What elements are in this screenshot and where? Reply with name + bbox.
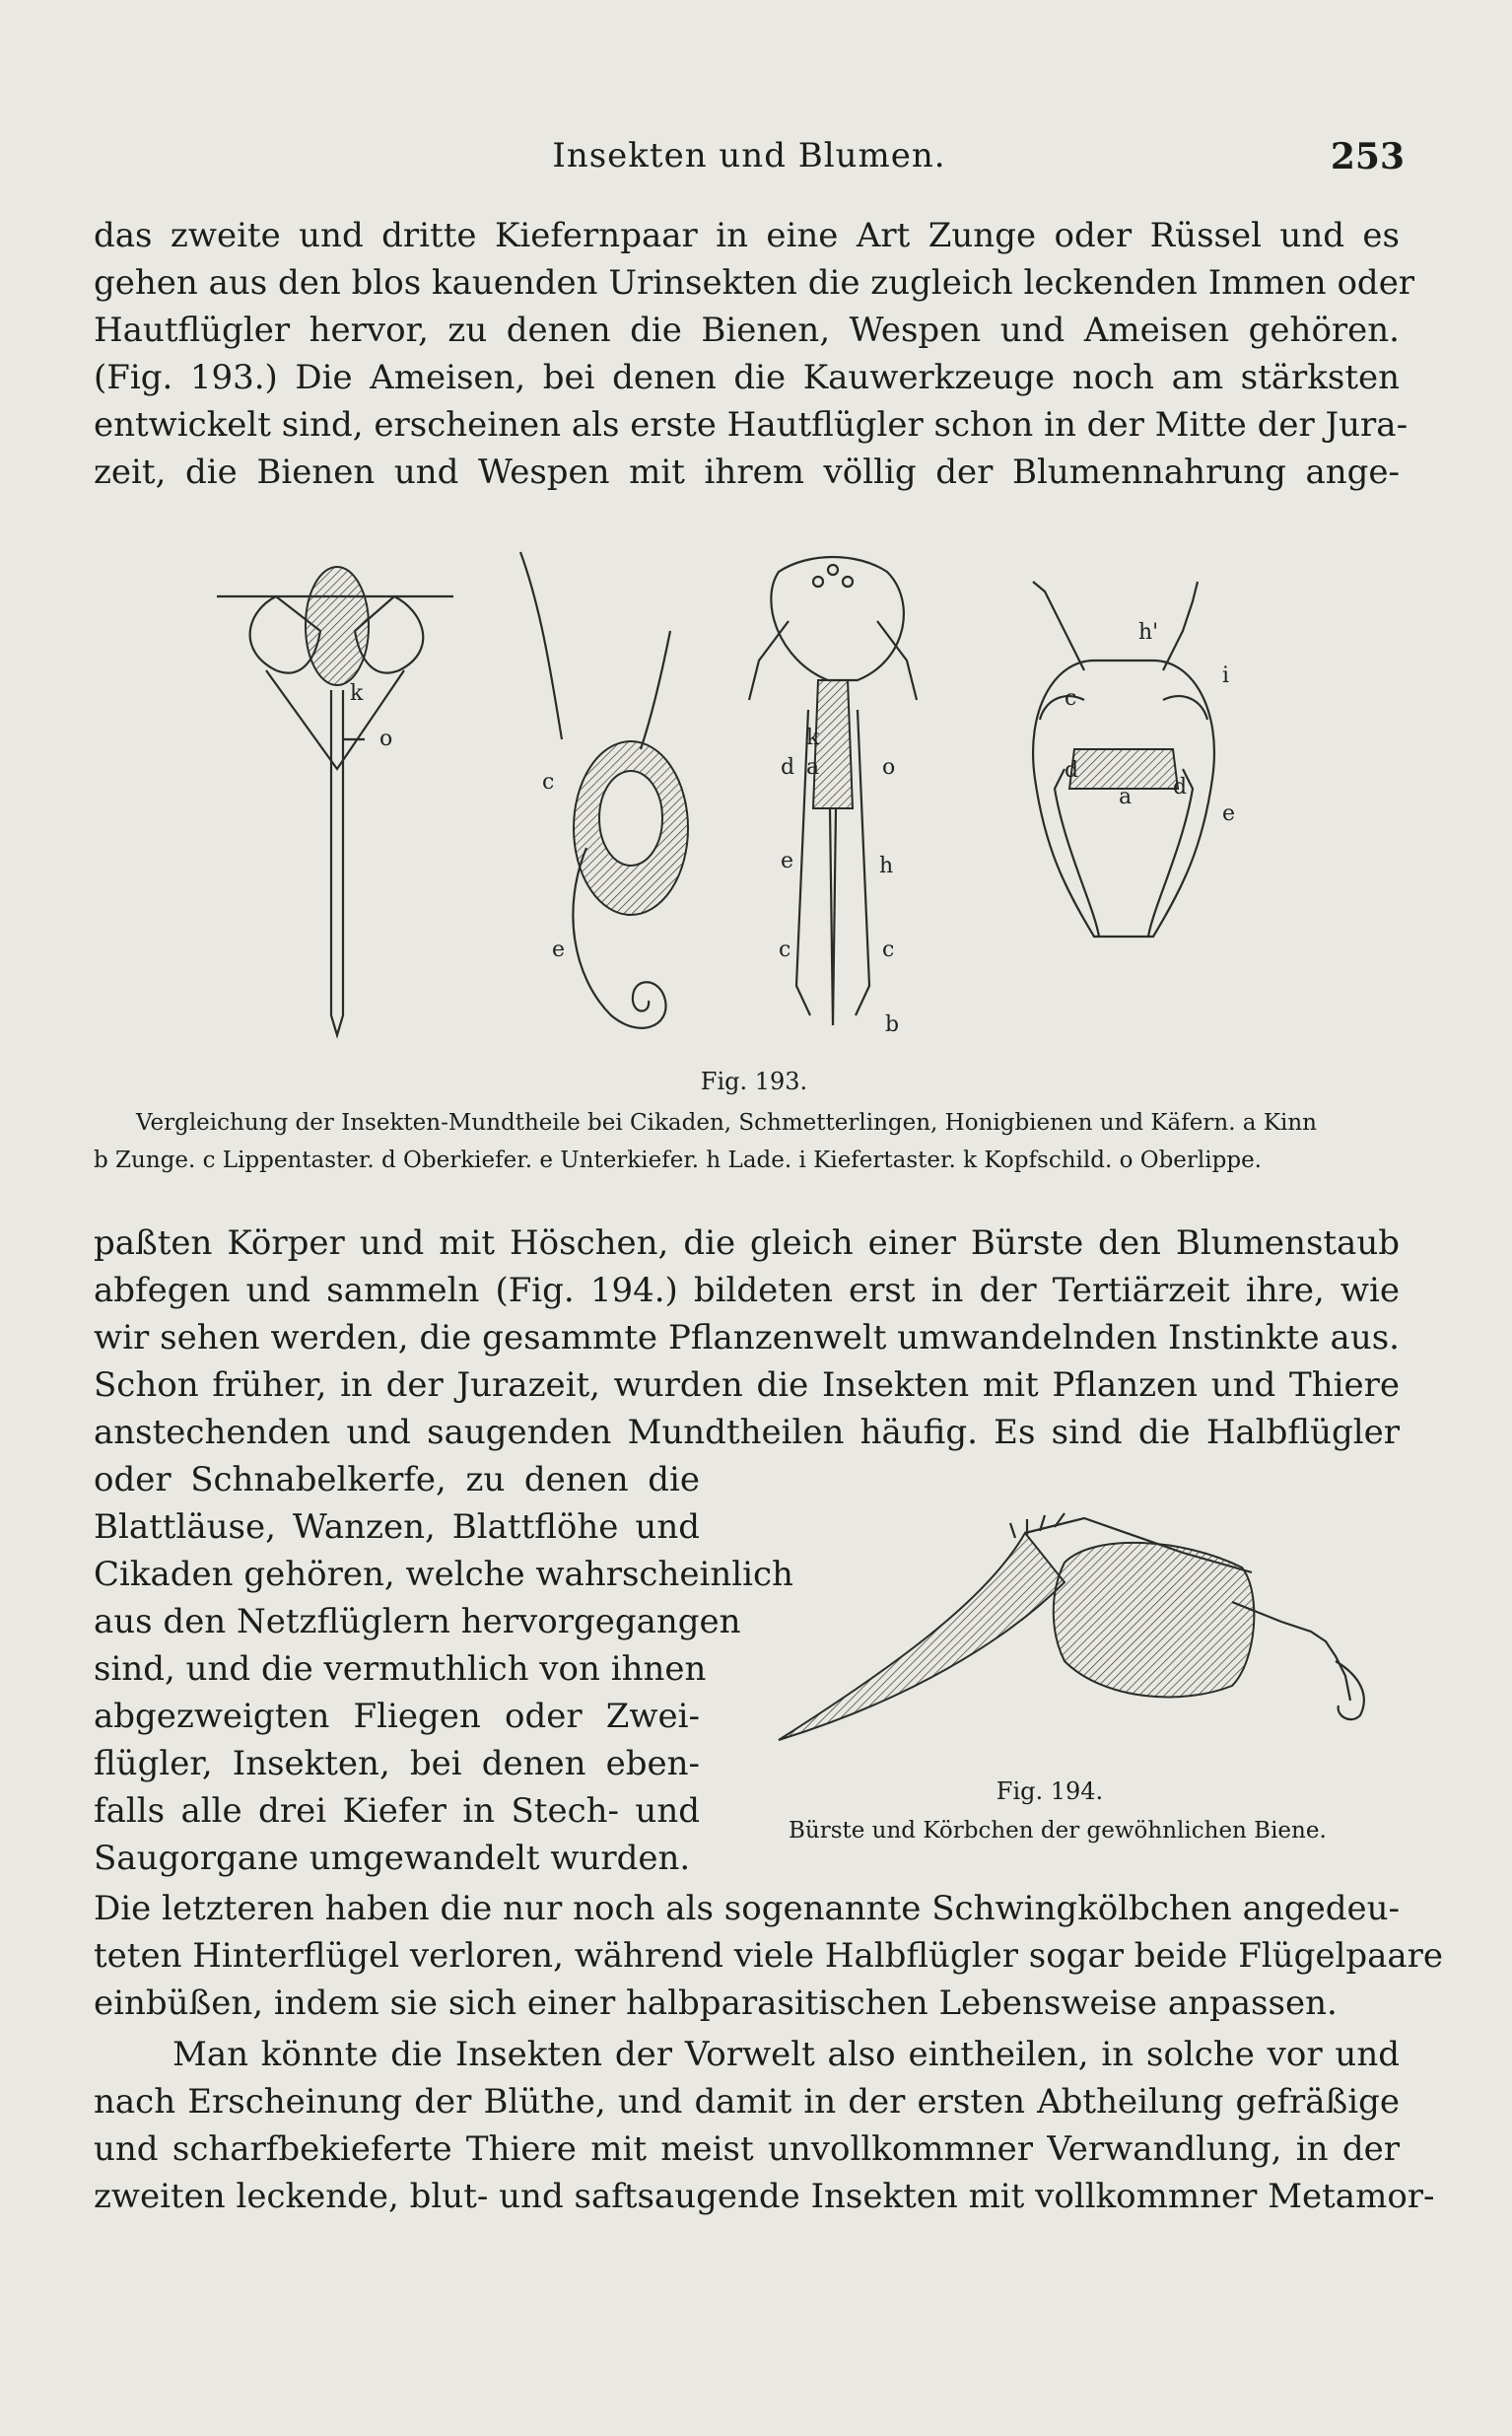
text-line: zweiten leckende, blut- und saftsaugende Insekten mit vollkommner Metamor-	[94, 2177, 1435, 2216]
text-line: nach Erscheinung der Blüthe, und damit in der ersten Abtheilung gefräßige	[94, 2082, 1400, 2122]
svg-text:d: d	[781, 755, 795, 780]
svg-text:h: h	[879, 854, 894, 878]
svg-text:o: o	[379, 727, 393, 751]
running-head: Insekten und Blumen.	[552, 136, 946, 175]
svg-text:i: i	[1222, 663, 1230, 688]
text-line: oder Schnabelkerfe, zu denen die	[94, 1460, 700, 1499]
svg-text:c: c	[542, 770, 555, 795]
figure-193-caption-line: b Zunge. c Lippentaster. d Oberkiefer. e Unterkiefer. h Lade. i Kiefertaster. k Kopfschild. o Oberlippe.	[94, 1148, 1262, 1173]
page-number: 253	[1330, 136, 1405, 177]
svg-text:o: o	[882, 755, 896, 780]
text-line: Saugorgane umgewandelt wurden.	[94, 1839, 691, 1878]
figure-193-number: Fig. 193.	[700, 1068, 808, 1095]
text-line: Schon früher, in der Jurazeit, wurden die Insekten mit Pflanzen und Thiere	[94, 1365, 1400, 1405]
text-line: teten Hinterflügel verloren, während viele Halbflügler sogar beide Flügelpaare	[94, 1936, 1444, 1976]
text-line: Hautflügler hervor, zu denen die Bienen, Wespen und Ameisen gehören.	[94, 311, 1400, 350]
svg-text:e: e	[781, 849, 794, 873]
svg-text:k: k	[806, 726, 820, 750]
text-line: aus den Netzflüglern hervorgegangen	[94, 1602, 741, 1641]
svg-text:k: k	[350, 681, 364, 706]
text-line: paßten Körper und mit Höschen, die gleich einer Bürste den Blumenstaub	[94, 1223, 1400, 1263]
text-line: Cikaden gehören, welche wahrscheinlich	[94, 1555, 793, 1594]
after-figure-paragraph	[94, 1885, 1444, 2027]
final-paragraph	[94, 2031, 1435, 2220]
middle-paragraph	[94, 1219, 1400, 1456]
cicada-mouthparts-drawing	[217, 567, 453, 1035]
text-line: flügler, Insekten, bei denen eben-	[94, 1744, 700, 1783]
text-line: abfegen und sammeln (Fig. 194.) bildeten erst in der Tertiärzeit ihre, wie	[94, 1271, 1400, 1310]
figure-194-illustration	[769, 1513, 1380, 1770]
text-line: entwickelt sind, erscheinen als erste Hautflügler schon in der Mitte der Jura-	[94, 405, 1409, 445]
text-line: falls alle drei Kiefer in Stech- und	[94, 1791, 700, 1831]
svg-text:b: b	[885, 1012, 900, 1037]
svg-text:a: a	[806, 755, 820, 780]
svg-text:c: c	[1065, 686, 1077, 711]
butterfly-mouthparts-drawing	[520, 552, 688, 1028]
svg-text:h': h'	[1138, 620, 1159, 645]
figure-193-illustration	[207, 552, 1311, 1065]
text-line: (Fig. 193.) Die Ameisen, bei denen die Kauwerkzeuge noch am stärksten	[94, 358, 1400, 397]
svg-text:e: e	[1222, 801, 1236, 826]
figure-193-caption-line: Vergleichung der Insekten-Mundtheile bei Cikaden, Schmetterlingen, Honigbienen und Käfern. a Kinn	[136, 1110, 1317, 1136]
svg-text:d: d	[1173, 775, 1188, 800]
text-line: das zweite und dritte Kiefernpaar in eine Art Zunge oder Rüssel und es	[94, 216, 1400, 255]
svg-text:d: d	[1065, 758, 1079, 783]
text-line: abgezweigten Fliegen oder Zwei-	[94, 1697, 700, 1736]
honeybee-mouthparts-drawing	[749, 557, 917, 1037]
text-line: und scharfbekieferte Thiere mit meist unvollkommner Verwandlung, in der	[94, 2129, 1400, 2169]
text-line: gehen aus den blos kauenden Urinsekten die zugleich leckenden Immen oder	[94, 263, 1415, 303]
figure-194-number: Fig. 194.	[996, 1777, 1104, 1805]
beetle-mouthparts-drawing	[1033, 582, 1235, 937]
svg-text:a: a	[1119, 785, 1133, 809]
text-line: wir sehen werden, die gesammte Pflanzenwelt umwandelnden Instinkte aus.	[94, 1318, 1400, 1357]
text-line: Die letzteren haben die nur noch als sogenannte Schwingkölbchen angedeu-	[94, 1889, 1400, 1928]
text-line: zeit, die Bienen und Wespen mit ihrem völlig der Blumennahrung ange-	[94, 452, 1400, 492]
text-line: Man könnte die Insekten der Vorwelt also eintheilen, in solche vor und	[172, 2035, 1400, 2074]
svg-text:c: c	[882, 938, 895, 962]
text-line: einbüßen, indem sie sich einer halbparasitischen Lebensweise anpassen.	[94, 1984, 1338, 2023]
page-header	[94, 136, 1405, 185]
svg-text:e: e	[552, 938, 566, 962]
text-line: sind, und die vermuthlich von ihnen	[94, 1649, 707, 1689]
text-line: Blattläuse, Wanzen, Blattflöhe und	[94, 1507, 700, 1547]
svg-text:c: c	[779, 938, 791, 962]
figure-194-caption: Bürste und Körbchen der gewöhnlichen Biene.	[789, 1818, 1327, 1844]
text-line: anstechenden und saugenden Mundtheilen häufig. Es sind die Halbflügler	[94, 1413, 1400, 1452]
top-paragraph	[94, 212, 1415, 496]
narrow-paragraph	[94, 1456, 793, 1882]
